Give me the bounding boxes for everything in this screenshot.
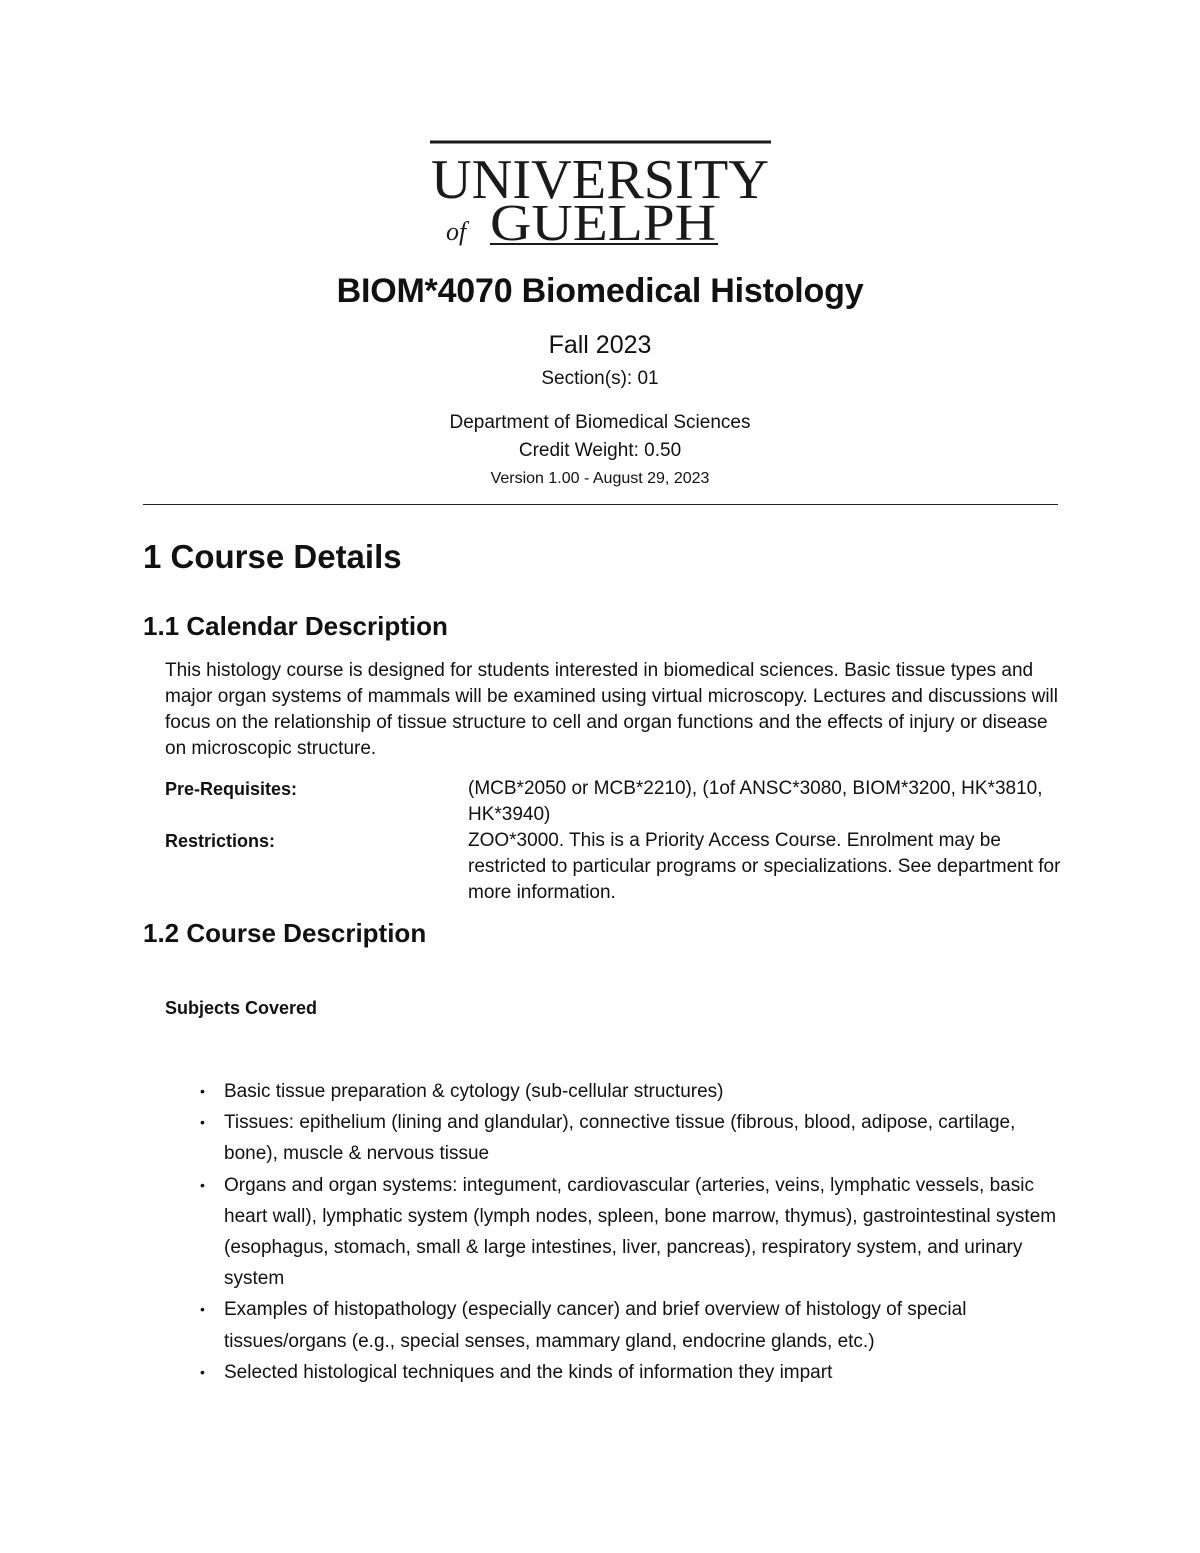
course-title: BIOM*4070 Biomedical Histology bbox=[336, 272, 864, 310]
calendar-description-text: This histology course is designed for students interested in biomedical sciences. Basic tissue types and major organ systems of mammals will be examined using virtual microscopy. Lectures and discussions will focus on the relationship of tissue structure to cell and organ functions and the effects of injury or disease on microscopic structure. bbox=[165, 660, 1058, 759]
list-item bbox=[200, 1357, 1070, 1388]
list-item-text: Basic tissue preparation & cytology (sub-cellular structures) bbox=[224, 1081, 724, 1102]
bullet-icon: • bbox=[200, 1301, 205, 1318]
list-item bbox=[200, 1076, 1070, 1107]
list-item bbox=[200, 1107, 1070, 1169]
subjects-list bbox=[200, 1076, 1070, 1388]
list-item bbox=[200, 1170, 1070, 1295]
course-term: Fall 2023 bbox=[548, 331, 652, 359]
list-item-text: Tissues: epithelium (lining and glandular), connective tissue (fibrous, blood, adipose, cartilage, bone), muscle & nervous tissue bbox=[224, 1112, 1016, 1165]
section-heading-course-details: 1 Course Details bbox=[143, 538, 402, 575]
prerequisites-label: Pre-Requisites: bbox=[165, 779, 298, 799]
logo-line1: UNIVERSITY bbox=[431, 149, 769, 211]
bullet-icon: • bbox=[200, 1114, 205, 1131]
list-item-text: Selected histological techniques and the kinds of information they impart bbox=[224, 1361, 833, 1383]
version-line: Version 1.00 - August 29, 2023 bbox=[490, 470, 710, 487]
credit-weight: Credit Weight: 0.50 bbox=[518, 440, 682, 461]
list-item bbox=[200, 1294, 1070, 1356]
list-item-text: Organs and organ systems: integument, cardiovascular (arteries, veins, lymphatic vessels, basic heart wall), lymphatic system (lymph nodes, spleen, bone marrow, thymus), gastrointestinal system (esophagus, stomach, small & large intestines, liver, pancreas), respiratory system, and urinary system bbox=[224, 1174, 1057, 1290]
list-item-text: Examples of histopathology (especially cancer) and brief overview of histology of special tissues/organs (e.g., special senses, mammary gland, endocrine glands, etc.) bbox=[224, 1299, 967, 1352]
logo-of: of bbox=[446, 217, 467, 246]
subsection-heading-course-description: 1.2 Course Description bbox=[143, 918, 427, 948]
bullet-icon: • bbox=[200, 1176, 205, 1193]
bullet-icon: • bbox=[200, 1083, 205, 1099]
university-logo-mark bbox=[428, 140, 773, 248]
bullet-icon: • bbox=[200, 1363, 205, 1380]
course-sections: Section(s): 01 bbox=[541, 368, 659, 389]
restrictions-label: Restrictions: bbox=[165, 831, 276, 851]
header-divider bbox=[143, 504, 1058, 505]
restrictions-value: ZOO*3000. This is a Priority Access Course. Enrolment may be restricted to particular programs or specializations. See department for more information. bbox=[468, 830, 1061, 903]
prerequisites-value: (MCB*2050 or MCB*2210), (1of ANSC*3080, BIOM*3200, HK*3810, HK*3940) bbox=[468, 778, 1043, 825]
subjects-covered-label: Subjects Covered bbox=[165, 998, 318, 1018]
university-logo bbox=[428, 140, 773, 248]
subsection-heading-calendar: 1.1 Calendar Description bbox=[143, 611, 448, 641]
logo-line2: GUELPH bbox=[490, 195, 716, 248]
department: Department of Biomedical Sciences bbox=[449, 412, 751, 433]
